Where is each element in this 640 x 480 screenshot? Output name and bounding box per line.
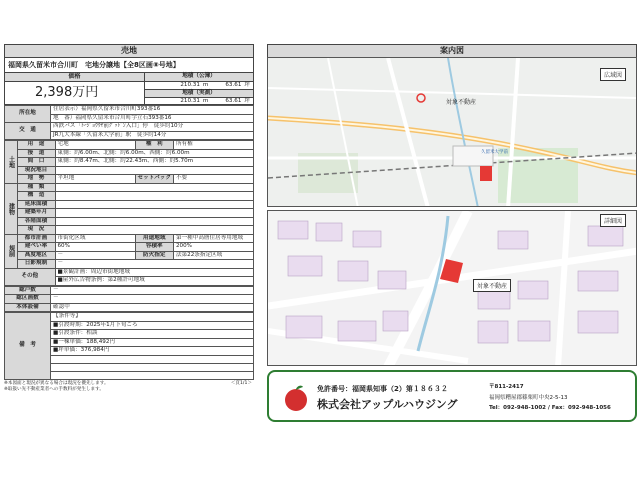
footnote-1: ※本図面と現況が異なる場合は現況を優先します。	[4, 381, 109, 387]
land-key: 現況地目	[17, 166, 55, 175]
area-map	[267, 57, 637, 207]
area-map-drawing	[268, 58, 637, 207]
land-key-2: セットバック	[135, 175, 173, 184]
property-title: 福岡県久留米市合川町 宅地分譲地【全8区画⑧号地】	[4, 58, 254, 73]
remarks-line: ■引渡条件：相談	[51, 330, 254, 339]
remarks-line: ■引渡時期：2025年1月下旬ごろ	[51, 321, 254, 330]
regulation-key: 建ぺい率	[17, 243, 55, 252]
land-value: 平坦地	[55, 175, 135, 184]
building-value	[55, 226, 254, 235]
remarks-line	[51, 355, 254, 363]
land-key: 地 勢	[17, 175, 55, 184]
building-key: 構 造	[17, 192, 55, 201]
land-key: 接 道	[17, 149, 55, 158]
misc-value: 確認中	[51, 303, 254, 312]
regulation-key-2: 防火指定	[135, 251, 173, 260]
area-actual-tsubo-unit: 坪	[244, 98, 250, 104]
transport-line-2: JR九大本線「久留米大学前」駅 徒歩約14分	[51, 131, 254, 140]
footnote-2: ※取扱い先不動産業者への手数料が発生します。	[4, 387, 104, 393]
land-group-label: 土地	[5, 141, 18, 184]
regulation-value: －	[55, 260, 254, 269]
building-value	[55, 209, 254, 218]
detail-map-label: 詳細図	[600, 214, 626, 227]
price-label: 価格	[5, 73, 144, 82]
postal-code: 〒811-2417	[489, 384, 524, 390]
regulation-group-label: 規制	[5, 234, 18, 268]
building-key: 種 類	[17, 183, 55, 192]
misc-key: 総区画数	[5, 295, 51, 304]
area-actual-tsubo: 63.61	[225, 98, 242, 104]
remarks-table	[4, 312, 254, 380]
location-label: 所在地	[5, 106, 51, 123]
remarks-line: ■坪単価：376,984円	[51, 347, 254, 356]
misc-value: －	[51, 295, 254, 304]
regulation-value-2: 200%	[173, 243, 253, 252]
company-address: 福岡県糟屋郡篠栗町中央2-5-13	[489, 395, 568, 401]
building-value	[55, 183, 254, 192]
transport-label: 交 通	[5, 123, 51, 140]
building-value	[55, 200, 254, 209]
regulation-key-2: 容積率	[135, 243, 173, 252]
regulation-value-2: 第一種中高層住居専用地域	[173, 234, 253, 243]
license-number: 免許番号：福岡県知事（2）第１８６３２	[317, 385, 448, 393]
misc-key: 総戸数	[5, 286, 51, 295]
regulation-value-2: 法第22条指定区域	[173, 251, 253, 260]
land-value: 東側：約8.47m、北側：約22.43m、西側：約5.70m	[55, 158, 254, 167]
location-table	[4, 105, 254, 140]
company-box	[267, 370, 637, 422]
company-name: 株式会社アップルハウジング	[317, 398, 458, 411]
remarks-line: ■一棟単価：188,492円	[51, 338, 254, 347]
detail-target-label: 対象不動産	[473, 279, 511, 292]
detail-map	[267, 210, 637, 366]
transport-line-1: 西鉄バス「ﾄｰｼﾞｮｳｳﾔ前ｸﾞｯﾄﾞﾝ入口」停 徒歩約10分	[51, 123, 254, 132]
building-key: 延床面積	[17, 200, 55, 209]
company-phone: Tel：092-948-1002 / Fax：092-948-1056	[489, 405, 611, 411]
area-public-label: 地積（公簿）	[145, 73, 253, 82]
area-actual-label: 地積（実測）	[145, 90, 253, 99]
price-value: 2,398万円	[35, 85, 99, 100]
other-line-2: ■屋外広告物条例：第2種許可地域	[55, 277, 254, 286]
regulation-key-2: 用途地域	[135, 234, 173, 243]
price-block	[4, 73, 254, 105]
building-group-label: 建物	[5, 183, 18, 234]
misc-table	[4, 286, 254, 313]
area-public-tsubo-unit: 坪	[244, 81, 250, 88]
land-value: 宅地	[55, 141, 135, 150]
area-public-tsubo: 63.61	[225, 81, 242, 88]
land-value: 東側：約6.00m、北側：約6.00m、西側：約6.00m	[55, 149, 254, 158]
location-line-1: 住居表示）福岡県久留米市合川町393番16	[51, 106, 254, 115]
area-actual-sqm-unit: m	[202, 98, 209, 104]
regulation-key: 高度地区	[17, 251, 55, 260]
left-panel	[4, 44, 254, 393]
footnote-page: ＜頁1/1＞	[230, 381, 252, 387]
detail-map-drawing	[268, 211, 637, 366]
regulation-value: 市街化区域	[55, 234, 135, 243]
area-public-sqm: 210.31	[180, 81, 200, 88]
right-panel	[267, 44, 637, 58]
building-key: 各階面積	[17, 217, 55, 226]
right-header: 案内図	[267, 44, 637, 58]
land-value-2: 所有権	[173, 141, 253, 150]
land-key: 間 口	[17, 158, 55, 167]
land-value-2: 不要	[173, 175, 253, 184]
area-actual-sqm: 210.31	[180, 98, 200, 104]
remarks-line	[51, 363, 254, 371]
remarks-label: 備 考	[5, 313, 51, 380]
regulation-value: 60%	[55, 243, 135, 252]
land-key: 用 途	[17, 141, 55, 150]
area-public-sqm-unit: m	[202, 81, 209, 88]
remarks-line: 【条件等】	[51, 313, 254, 322]
apple-logo-icon	[281, 383, 311, 413]
land-key-2: 権 利	[135, 141, 173, 150]
other-label: その他	[5, 268, 56, 285]
building-value	[55, 217, 254, 226]
left-header: 売地	[4, 44, 254, 58]
regulation-value: －	[55, 251, 135, 260]
area-target-label: 対象不動産	[446, 99, 477, 106]
building-key: 現 況	[17, 226, 55, 235]
station-label: 久留米大学前	[481, 150, 508, 155]
misc-value: －	[51, 286, 254, 295]
land-value	[55, 166, 254, 175]
spec-table	[4, 140, 254, 286]
building-key: 建築年月	[17, 209, 55, 218]
regulation-key: 都市計画	[17, 234, 55, 243]
regulation-key: 日影規制	[17, 260, 55, 269]
area-map-label: 広域図	[600, 68, 626, 81]
building-value	[55, 192, 254, 201]
misc-key: 本体設備	[5, 303, 51, 312]
location-line-2: 地 番）福岡県久留米市合川町字立石393番16	[51, 114, 254, 123]
other-line-1: ■景観計画：周辺市街地地域	[55, 268, 254, 277]
remarks-line	[51, 371, 254, 379]
